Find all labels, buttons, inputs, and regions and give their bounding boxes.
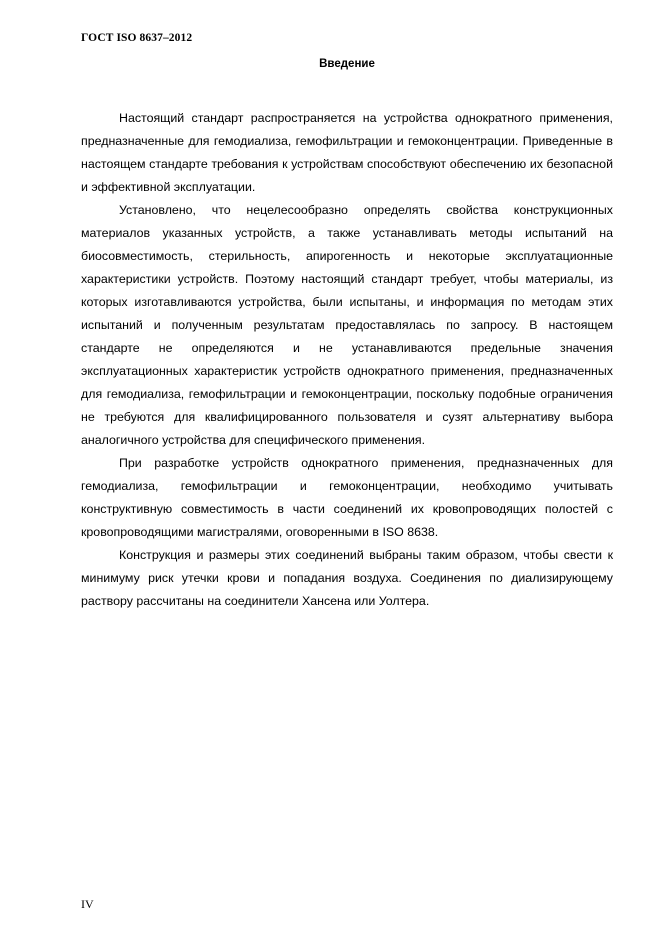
paragraph-1: Настоящий стандарт распространяется на устройства однократного применения, предназначенные для гемодиализа, гемофильтрации и гемоконцентрации. Приведенные в настоящем стандарте требования к устройствам способствуют обеспечению их безопасной и эффективной эксплуатации. [81, 111, 613, 194]
document-body [81, 107, 613, 613]
section-title: Введение [319, 58, 375, 70]
page-number: IV [81, 897, 94, 911]
paragraph-3: При разработке устройств однократного применения, предназначенных для гемодиализа, гемофильтрации и гемоконцентрации, необходимо учитывать конструктивную совместимость в части соединений их кровопроводящих полостей с кровопроводящими магистралями, оговоренными в ISO 8638. [81, 456, 613, 539]
paragraph-4: Конструкция и размеры этих соединений выбраны таким образом, чтобы свести к минимуму риск утечки крови и попадания воздуха. Соединения по диализирующему раствору рассчитаны на соединители Хансена или Уолтера. [81, 548, 613, 608]
document-code-header: ГОСТ ISO 8637–2012 [81, 32, 193, 44]
paragraph-2: Установлено, что нецелесообразно определять свойства конструкционных материалов указанных устройств, а также устанавливать методы испытаний на биосовместимость, стерильность, апирогенность и некоторые эксплуатационные характеристики устройств. Поэтому настоящий стандарт требует, чтобы материалы, из которых изготавливаются устройства, были испытаны, и информация по методам этих испытаний и полученным результатам предоставлялась по запросу. В настоящем стандарте не определяются и не устанавливаются предельные значения эксплуатационных характеристик устройств однократного применения, предназначенных для гемодиализа, гемофильтрации и гемоконцентрации, поскольку подобные ограничения не требуются для квалифицированного пользователя и сузят альтернативу выбора аналогичного устройства для специфического применения. [81, 203, 613, 447]
